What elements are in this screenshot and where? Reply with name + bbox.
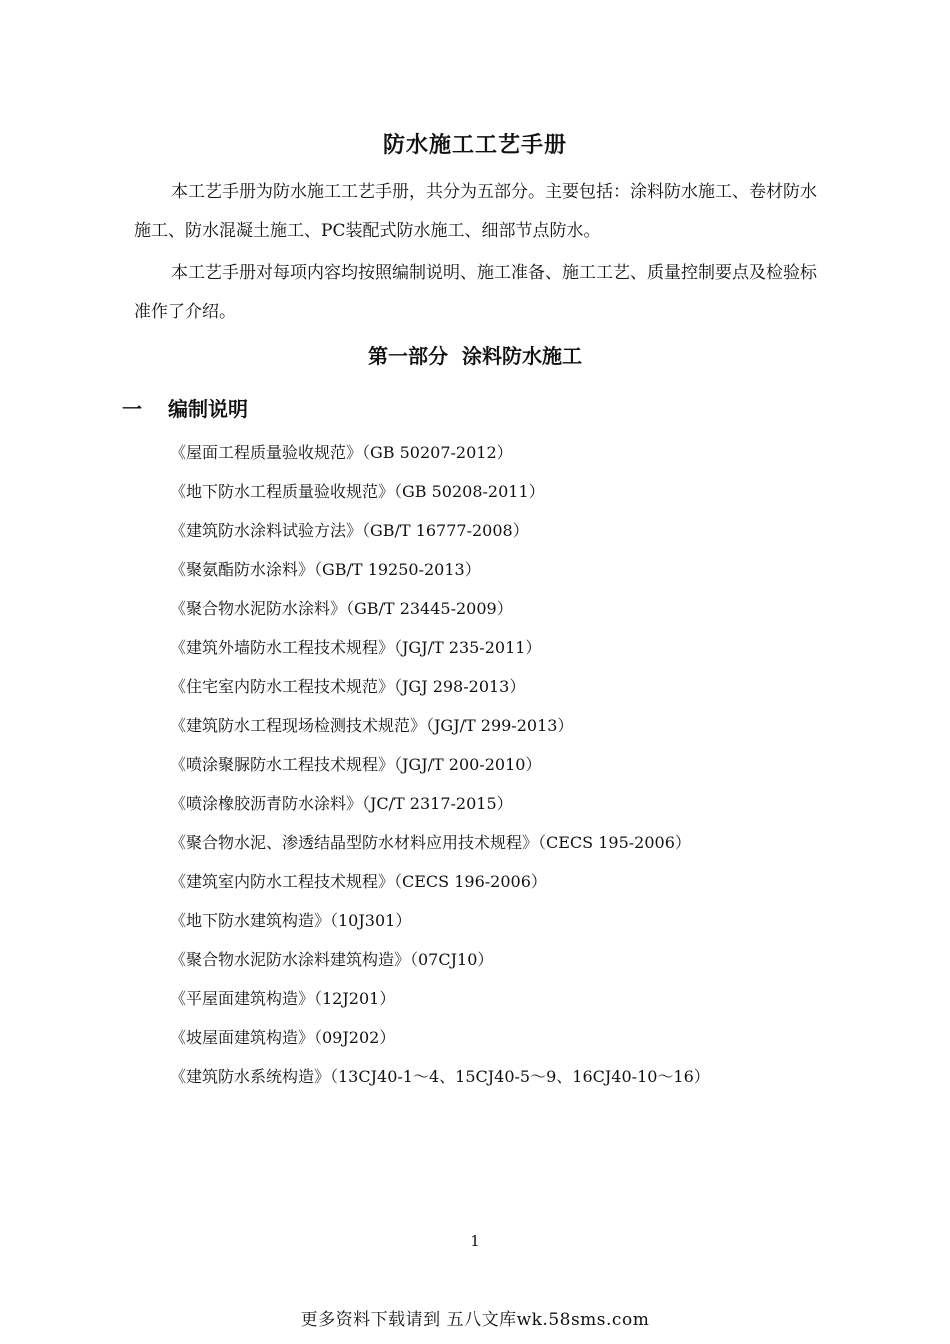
- reference-item: 《坡屋面建筑构造》（09J202）: [170, 1028, 396, 1047]
- intro-paragraph-1: 本工艺手册为防水施工工艺手册，共分为五部分。主要包括：涂料防水施工、卷材防水施工、防水混凝土施工、PC装配式防水施工、细部节点防水。: [134, 182, 817, 241]
- reference-item: 《喷涂聚脲防水工程技术规程》（JGJ/T 200-2010）: [170, 755, 542, 774]
- document-title: 防水施工工艺手册: [382, 133, 567, 158]
- footer-download-note: 更多资料下载请到 五八文库wk.58sms.com: [300, 1310, 650, 1330]
- reference-item: 《聚氨酯防水涂料》（GB/T 19250-2013）: [170, 560, 481, 579]
- reference-item: 《地下防水工程质量验收规范》（GB 50208-2011）: [170, 482, 545, 501]
- reference-item: 《建筑外墙防水工程技术规程》（JGJ/T 235-2011）: [170, 638, 542, 657]
- reference-item: 《喷涂橡胶沥青防水涂料》（JC/T 2317-2015）: [170, 794, 513, 813]
- reference-item: 《聚合物水泥防水涂料》（GB/T 23445-2009）: [170, 599, 513, 618]
- section-number: 一: [122, 397, 142, 421]
- reference-item: 《平屋面建筑构造》（12J201）: [170, 989, 396, 1008]
- reference-item: 《住宅室内防水工程技术规范》（JGJ 298-2013）: [170, 677, 526, 696]
- reference-item: 《建筑防水涂料试验方法》（GB/T 16777-2008）: [170, 521, 529, 540]
- reference-item: 《聚合物水泥防水涂料建筑构造》（07CJ10）: [170, 950, 494, 969]
- reference-item: 《建筑防水系统构造》（13CJ40-1～4、15CJ40-5～9、16CJ40-10～16）: [170, 1067, 710, 1086]
- reference-item: 《地下防水建筑构造》（10J301）: [170, 911, 412, 930]
- reference-item: 《聚合物水泥、渗透结晶型防水材料应用技术规程》（CECS 195-2006）: [170, 833, 691, 852]
- part-title: 第一部分 涂料防水施工: [368, 344, 582, 368]
- reference-item: 《屋面工程质量验收规范》（GB 50207-2012）: [170, 443, 513, 462]
- section-heading: [122, 393, 248, 422]
- section-title: 编制说明: [168, 397, 248, 421]
- reference-item: 《建筑室内防水工程技术规程》（CECS 196-2006）: [170, 872, 547, 891]
- reference-item: 《建筑防水工程现场检测技术规范》（JGJ/T 299-2013）: [170, 716, 574, 735]
- page-number: 1: [470, 1232, 480, 1250]
- reference-list: [170, 436, 710, 1099]
- intro-paragraph-2: 本工艺手册对每项内容均按照编制说明、施工准备、施工工艺、质量控制要点及检验标准作了介绍。: [134, 263, 817, 322]
